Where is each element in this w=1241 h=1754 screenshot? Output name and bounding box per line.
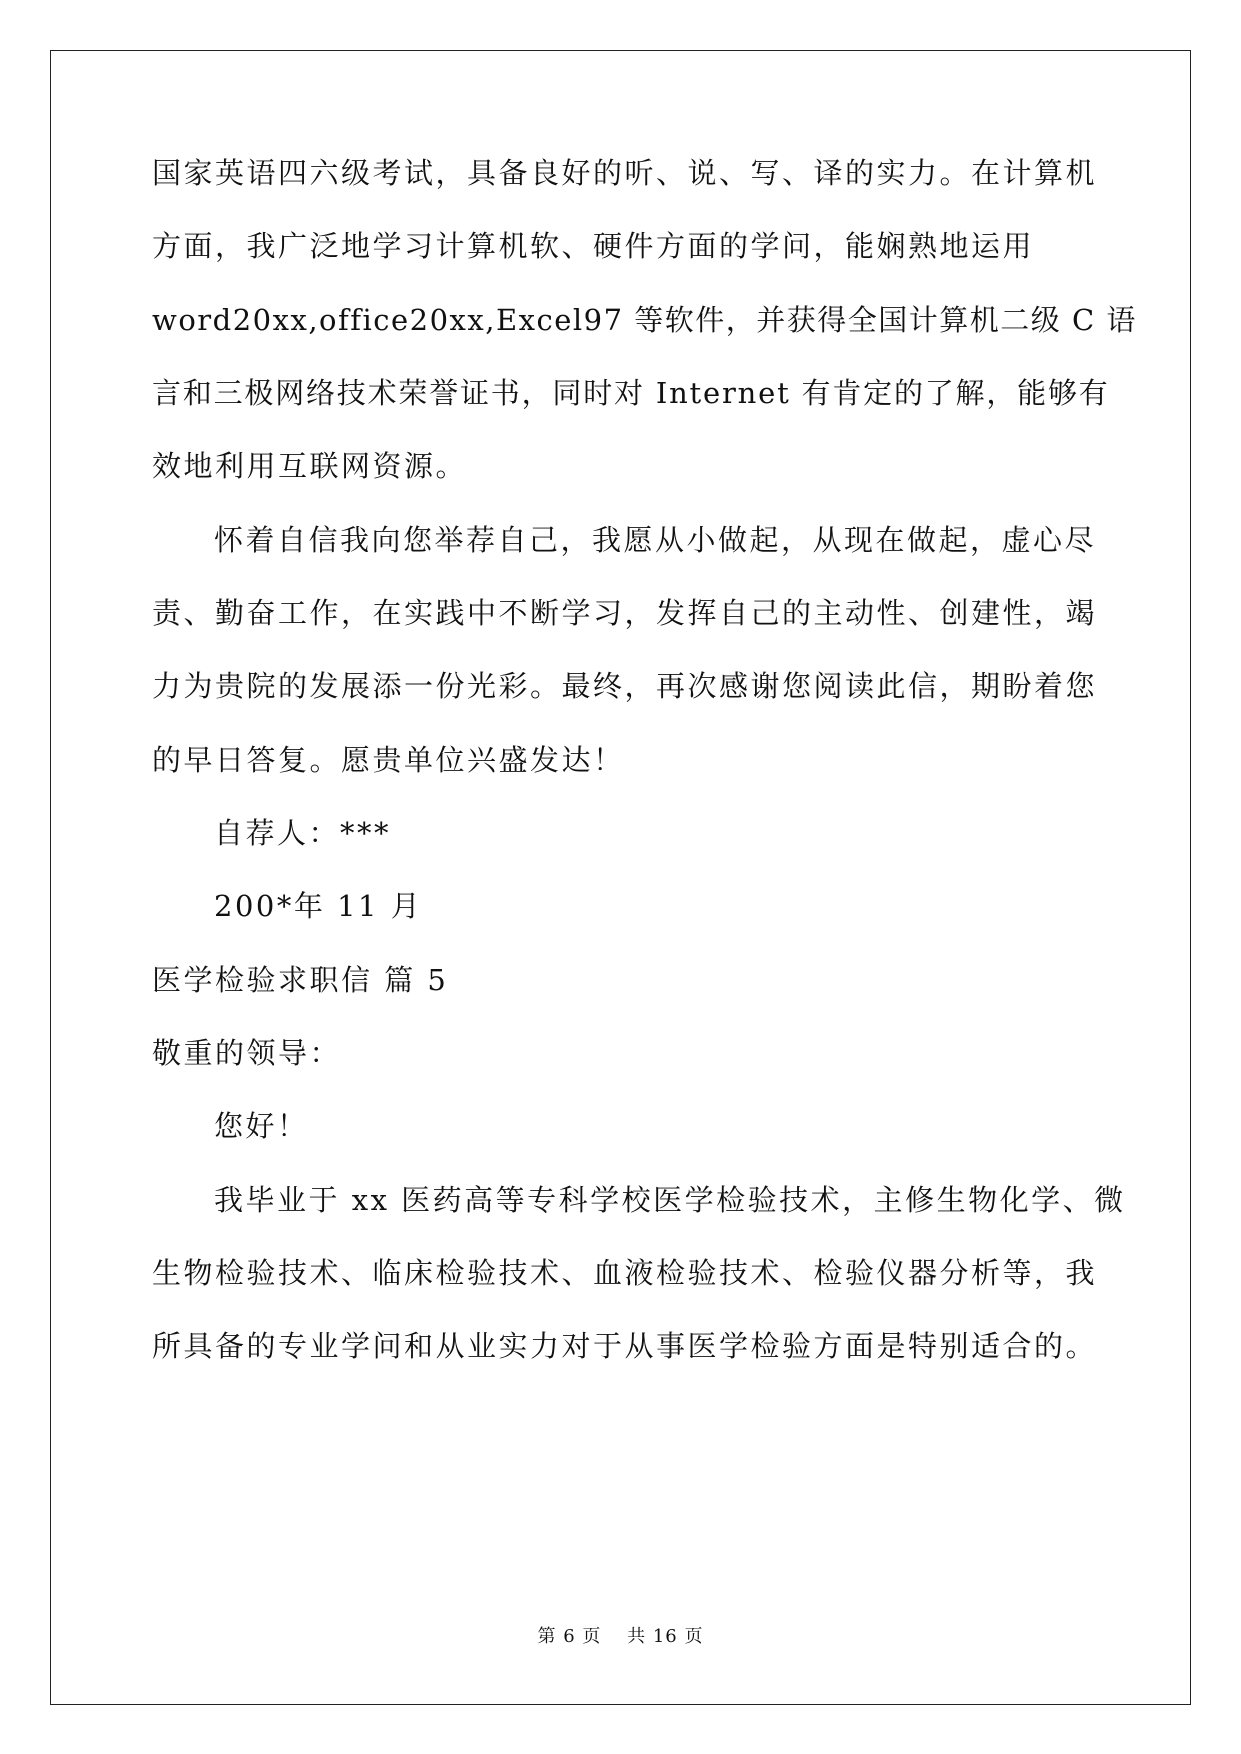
paragraph-line: word20xx,office20xx,Excel97 等软件，并获得全国计算机二级 C 语 (152, 303, 1137, 337)
date: 200*年 11 月 (214, 889, 423, 923)
paragraph-line: 的早日答复。愿贵单位兴盛发达！ (152, 743, 625, 777)
paragraph-line: 方面，我广泛地学习计算机软、硬件方面的学问，能娴熟地运用 (152, 229, 1035, 263)
page-number-footer: 第 6 页 共 16 页 (537, 1626, 704, 1647)
section-title: 医学检验求职信 篇 5 (152, 963, 449, 997)
paragraph-line: 力为贵院的发展添一份光彩。最终，再次感谢您阅读此信，期盼着您 (152, 669, 1098, 703)
paragraph-line: 所具备的专业学问和从业实力对于从事医学检验方面是特别适合的。 (152, 1329, 1098, 1363)
paragraph-line: 责、勤奋工作，在实践中不断学习，发挥自己的主动性、创建性，竭 (152, 596, 1098, 630)
signature: 自荐人：*** (214, 816, 392, 850)
greeting: 您好！ (214, 1109, 309, 1143)
paragraph-line: 生物检验技术、临床检验技术、血液检验技术、检验仪器分析等，我 (152, 1256, 1098, 1290)
paragraph-line: 言和三极网络技术荣誉证书，同时对 Internet 有肯定的了解，能够有 (152, 376, 1110, 410)
paragraph-line: 国家英语四六级考试，具备良好的听、说、写、译的实力。在计算机 (152, 156, 1098, 190)
paragraph-line: 效地利用互联网资源。 (152, 449, 468, 483)
paragraph-line: 我毕业于 xx 医药高等专科学校医学检验技术，主修生物化学、微 (214, 1183, 1126, 1217)
page-frame (50, 50, 1191, 1705)
paragraph-line: 怀着自信我向您举荐自己，我愿从小做起，从现在做起，虚心尽 (214, 523, 1097, 557)
salutation: 敬重的领导： (152, 1036, 342, 1070)
